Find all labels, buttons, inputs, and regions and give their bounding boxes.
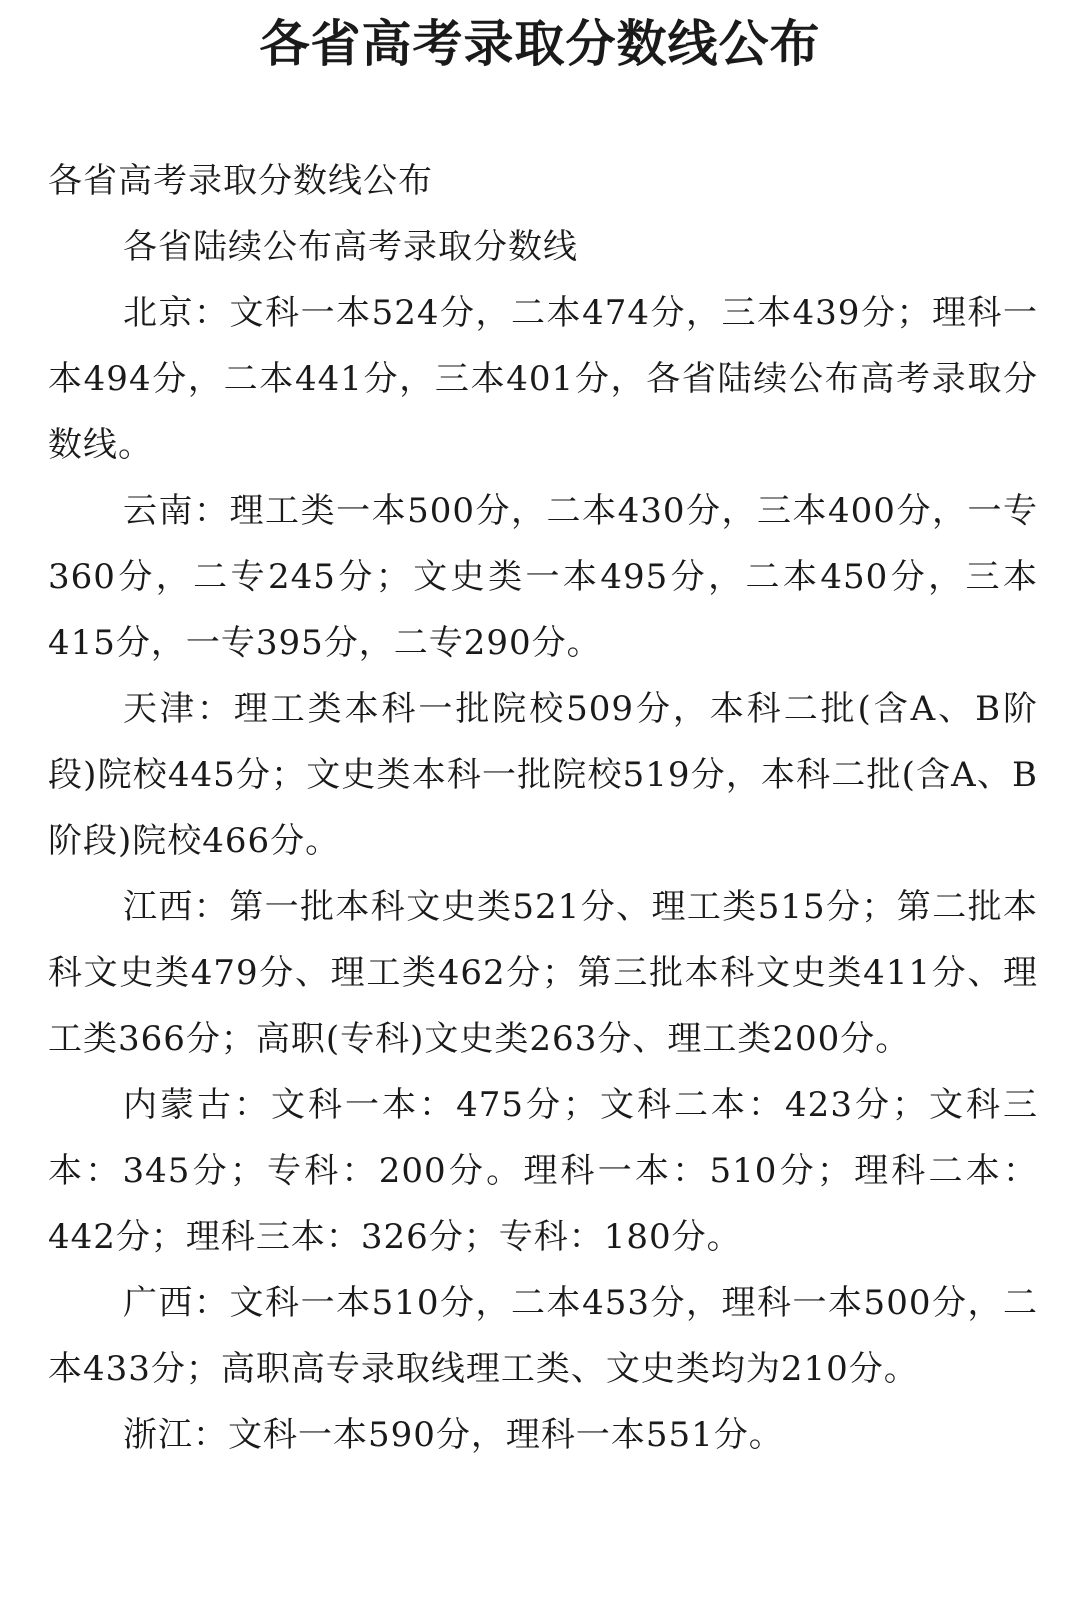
- paragraph-beijing: 北京：文科一本524分，二本474分，三本439分；理科一本494分，二本441分，三本401分，各省陆续公布高考录取分数线。: [48, 293, 1038, 465]
- page-title: 各省高考录取分数线公布: [259, 15, 821, 73]
- paragraph-tianjin: 天津：理工类本科一批院校509分，本科二批(含A、B阶段)院校445分；文史类本科一批院校519分，本科二批(含A、B阶段)院校466分。: [48, 689, 1038, 861]
- paragraph-guangxi: 广西：文科一本510分，二本453分，理科一本500分，二本433分；高职高专录取线理工类、文史类均为210分。: [48, 1283, 1038, 1389]
- article-body: [48, 148, 1038, 1468]
- article-intro: 各省陆续公布高考录取分数线: [123, 227, 578, 267]
- paragraph-neimenggu: 内蒙古：文科一本：475分；文科二本：423分；文科三本：345分；专科：200分。理科一本：510分；理科二本：442分；理科三本：326分；专科：180分。: [48, 1085, 1038, 1257]
- paragraph-jiangxi: 江西：第一批本科文史类521分、理工类515分；第二批本科文史类479分、理工类462分；第三批本科文史类411分、理工类366分；高职(专科)文史类263分、理工类200分。: [48, 887, 1038, 1059]
- paragraph-yunnan: 云南：理工类一本500分，二本430分，三本400分，一专360分，二专245分；文史类一本495分，二本450分，三本415分，一专395分，二专290分。: [48, 491, 1038, 663]
- article-subtitle: 各省高考录取分数线公布: [48, 161, 433, 201]
- paragraph-zhejiang: 浙江：文科一本590分，理科一本551分。: [123, 1415, 784, 1455]
